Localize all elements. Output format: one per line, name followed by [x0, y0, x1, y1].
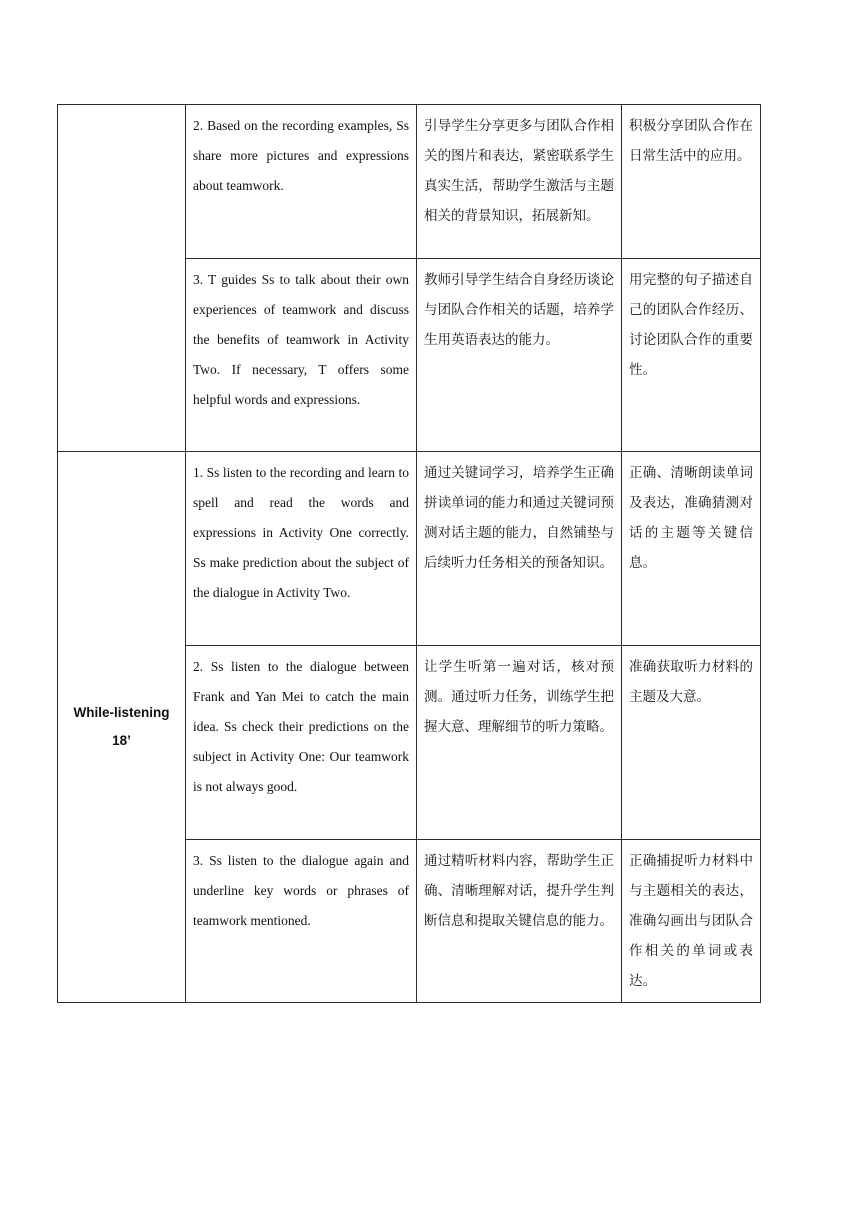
purpose-cell: 通过精听材料内容，帮助学生正确、清晰理解对话，提升学生判断信息和提取关键信息的能力。 [417, 840, 622, 1003]
activity-cell: 1. Ss listen to the recording and learn to spell and read the words and expressions in Activity One correctly. Ss make prediction about the subject of the dialogue in Activity Two. [186, 452, 417, 646]
effect-cell: 积极分享团队合作在日常生活中的应用。 [622, 105, 761, 259]
effect-cell: 正确捕捉听力材料中与主题相关的表达，准确勾画出与团队合作相关的单词或表达。 [622, 840, 761, 1003]
effect-cell: 准确获取听力材料的主题及大意。 [622, 646, 761, 840]
table-row [58, 452, 761, 646]
purpose-cell: 引导学生分享更多与团队合作相关的图片和表达，紧密联系学生真实生活，帮助学生激活与主题相关的背景知识，拓展新知。 [417, 105, 622, 259]
stage-cell [58, 452, 186, 1003]
activity-cell: 3. T guides Ss to talk about their own experiences of teamwork and discuss the benefits of teamwork in Activity Two. If necessary, T offers some helpful words and expressions. [186, 259, 417, 452]
stage-name: While-listening [73, 705, 170, 720]
effect-cell: 用完整的句子描述自己的团队合作经历、讨论团队合作的重要性。 [622, 259, 761, 452]
lesson-plan-table [57, 104, 761, 1003]
activity-cell: 2. Ss listen to the dialogue between Frank and Yan Mei to catch the main idea. Ss check their predictions on the subject in Activity One: Our teamwork is not always good. [186, 646, 417, 840]
table-row [58, 105, 761, 259]
activity-cell: 2. Based on the recording examples, Ss share more pictures and expressions about teamwork. [186, 105, 417, 259]
purpose-cell: 通过关键词学习，培养学生正确拼读单词的能力和通过关键词预测对话主题的能力，自然铺垫与后续听力任务相关的预备知识。 [417, 452, 622, 646]
stage-time: 18’ [112, 733, 131, 748]
purpose-cell: 教师引导学生结合自身经历谈论与团队合作相关的话题，培养学生用英语表达的能力。 [417, 259, 622, 452]
stage-cell-empty [58, 105, 186, 452]
effect-cell: 正确、清晰朗读单词及表达，准确猜测对话的主题等关键信息。 [622, 452, 761, 646]
activity-cell: 3. Ss listen to the dialogue again and underline key words or phrases of teamwork mentioned. [186, 840, 417, 1003]
purpose-cell: 让学生听第一遍对话，核对预测。通过听力任务，训练学生把握大意、理解细节的听力策略。 [417, 646, 622, 840]
